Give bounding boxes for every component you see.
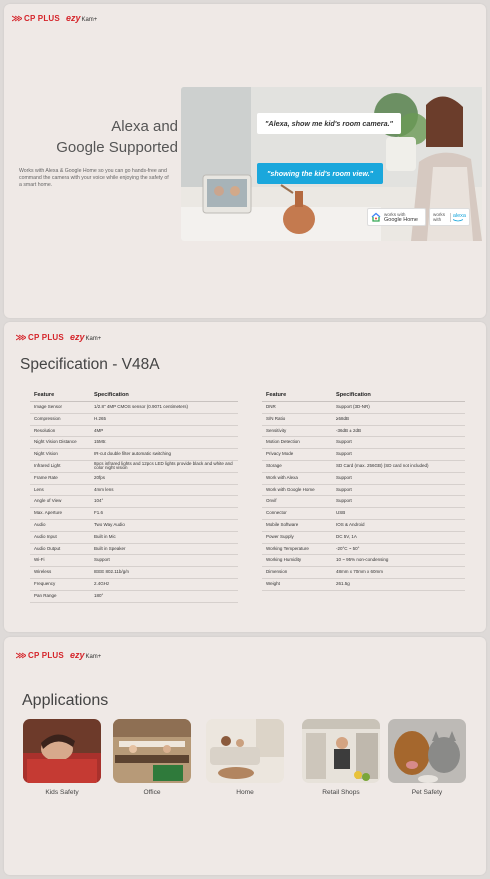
spec-feature-cell: Wi-Fi [30, 555, 90, 567]
cp-plus-text: CP PLUS [24, 13, 60, 23]
google-badge-big-text: Google Home [384, 216, 418, 223]
spec-row [30, 590, 238, 602]
spec-title: Specification - V48A [20, 356, 160, 373]
spec-value-cell: Support [90, 555, 238, 567]
spec-value-cell: -20°C ~ 50° [332, 543, 465, 555]
spec-row [262, 413, 465, 425]
spec-row [262, 425, 465, 437]
spec-feature-cell: Sensitivity [262, 425, 332, 437]
spec-feature-cell: Frame Rate [30, 472, 90, 484]
alexa-badge [429, 208, 470, 226]
spec-value-cell: 180° [90, 590, 238, 602]
cp-plus-text: CP PLUS [28, 650, 64, 660]
spec-feature-cell: Privacy Mode [262, 449, 332, 461]
spec-feature-cell: Dimension [262, 567, 332, 579]
spec-row [262, 460, 465, 472]
spec-value-cell: 1/2.8" 4MP CMOS sensor (0.9071 centimeters) [90, 402, 238, 414]
spec-feature-cell: Connector [262, 508, 332, 520]
spec-row [30, 508, 238, 520]
spec-row [262, 437, 465, 449]
spec-value-cell: H.265 [90, 413, 238, 425]
hero-title [56, 116, 178, 158]
spec-value-cell: DC 5V, 1A [332, 531, 465, 543]
spec-feature-cell: S/N Ratio [262, 413, 332, 425]
application-label: Pet Safety [411, 789, 443, 796]
spec-value-cell: 4MP [90, 425, 238, 437]
spec-row [30, 437, 238, 449]
alexa-smile-icon [453, 219, 463, 222]
application-label: Retail Shops [322, 789, 360, 796]
spec-row [30, 484, 238, 496]
voice-command-bubble: "Alexa, show me kid's room camera." [257, 113, 401, 134]
retail-shops-image [302, 719, 380, 783]
spec-feature-cell: Night Vision [30, 449, 90, 461]
sleeping-child-illustration [23, 719, 101, 783]
spec-feature-cell: Infrared Light [30, 460, 90, 472]
living-room-illustration [206, 719, 284, 783]
ezykam-logo-3 [70, 650, 101, 660]
spec-feature-cell: Lens [30, 484, 90, 496]
pet-safety-image [388, 719, 466, 783]
spec-feature-cell: Mobile Software [262, 519, 332, 531]
google-home-badge [367, 208, 426, 226]
spec-value-cell: Built in Mic [90, 531, 238, 543]
application-office [113, 719, 191, 796]
spec-feature-cell: Work with Alexa [262, 472, 332, 484]
spec-value-cell: 261.5g [332, 578, 465, 590]
spec-value-cell: -36dB ± 2dB [332, 425, 465, 437]
spec-row [30, 496, 238, 508]
spec-row [30, 460, 238, 472]
spec-header-feature: Feature [30, 389, 90, 402]
spec-feature-cell: Angle of View [30, 496, 90, 508]
cp-plus-text: CP PLUS [28, 332, 64, 342]
spec-feature-cell: Frequency [30, 578, 90, 590]
application-pet-safety [388, 719, 466, 796]
ezykam-suffix-text: Kam+ [85, 336, 102, 342]
spec-feature-cell: Compression [30, 413, 90, 425]
ezykam-ezy-text: ezy [69, 650, 85, 660]
spec-value-cell: USB [332, 508, 465, 520]
spec-value-cell: 10 ~ 95% non-condensing [332, 555, 465, 567]
ezykam-suffix-text: Kam+ [81, 17, 98, 23]
cp-plus-mark-icon [12, 15, 22, 22]
cp-plus-mark-icon [16, 652, 26, 659]
kids-safety-image [23, 719, 101, 783]
spec-table-right [262, 389, 465, 591]
spec-row [30, 531, 238, 543]
spec-row [262, 402, 465, 414]
hero-title-line-1: Alexa and [111, 118, 178, 135]
spec-value-cell: 4mm lens [90, 484, 238, 496]
spec-feature-cell: Wireless [30, 567, 90, 579]
office-illustration [113, 719, 191, 783]
spec-value-cell: 15Mtr. [90, 437, 238, 449]
spec-feature-cell: Audio Output [30, 543, 90, 555]
spec-row [262, 519, 465, 531]
spec-row [30, 402, 238, 414]
ezykam-logo-2 [70, 332, 101, 342]
google-badge-small-text: works with [384, 211, 406, 217]
spec-value-cell: Support [332, 437, 465, 449]
spec-row [262, 531, 465, 543]
spec-value-cell: IR-cut double filter automatic switching [90, 449, 238, 461]
spec-feature-cell: Weight [262, 578, 332, 590]
spec-header-feature: Feature [262, 389, 332, 402]
spec-feature-cell: Onvif [262, 496, 332, 508]
spec-value-cell: 48mm x 70mm x 60mm [332, 567, 465, 579]
spec-feature-cell: Max. Aperture [30, 508, 90, 520]
spec-feature-cell: Resolution [30, 425, 90, 437]
spec-row [30, 425, 238, 437]
spec-value-cell: IOS & Android [332, 519, 465, 531]
spec-value-cell: Support [332, 472, 465, 484]
spec-value-cell: 20fps [90, 472, 238, 484]
spec-feature-cell: Motion Detection [262, 437, 332, 449]
spec-row [30, 519, 238, 531]
spec-value-cell: Support [332, 449, 465, 461]
retail-store-illustration [302, 719, 380, 783]
brand-logo-3 [16, 650, 101, 660]
application-retail-shops [302, 719, 380, 796]
spec-row [30, 413, 238, 425]
spec-value-cell: 8pcs infrared lights and 12pcs LED lights provide black and white and color night vision [90, 460, 238, 472]
spec-row [262, 578, 465, 590]
spec-row [262, 496, 465, 508]
spec-feature-cell: Audio [30, 519, 90, 531]
ezykam-logo [66, 13, 97, 23]
voice-response-bubble: "showing the kid's room view." [257, 163, 383, 184]
alexa-badge-small-text: works with [433, 212, 445, 222]
ezykam-ezy-text: ezy [65, 13, 81, 23]
spec-row [262, 484, 465, 496]
spec-value-cell: 104° [90, 496, 238, 508]
cp-plus-mark-icon [16, 334, 26, 341]
applications-title: Applications [22, 692, 109, 709]
spec-value-cell: Support [332, 496, 465, 508]
spec-row [262, 449, 465, 461]
brand-logo [12, 13, 97, 23]
spec-feature-cell: Working Humidity [262, 555, 332, 567]
spec-feature-cell: Audio Input [30, 531, 90, 543]
spec-row [262, 567, 465, 579]
spec-value-cell: SD Card (max. 256GB) (SD card not included) [332, 460, 465, 472]
spec-row [30, 555, 238, 567]
spec-row [30, 472, 238, 484]
application-home [206, 719, 284, 796]
cp-plus-logo [12, 14, 60, 23]
ezykam-ezy-text: ezy [69, 332, 85, 342]
brand-logo-2 [16, 332, 101, 342]
spec-feature-cell: Storage [262, 460, 332, 472]
spec-value-cell: Two Way Audio [90, 519, 238, 531]
spec-row [30, 449, 238, 461]
spec-row [30, 578, 238, 590]
spec-feature-cell: Power Supply [262, 531, 332, 543]
spec-row [30, 567, 238, 579]
dog-and-cat-illustration [388, 719, 466, 783]
hero-description: Works with Alexa & Google Home so you can go hands-free and command the camera with your voice while enjoying the safety of a smart home. [19, 168, 169, 188]
alexa-badge-big-text: alexa [452, 212, 466, 219]
application-label: Office [143, 789, 161, 796]
cp-plus-logo-3 [16, 651, 64, 660]
spec-value-cell: F1.6 [90, 508, 238, 520]
spec-feature-cell: DNR [262, 402, 332, 414]
ezykam-suffix-text: Kam+ [85, 654, 102, 660]
spec-feature-cell: Working Temperature [262, 543, 332, 555]
spec-value-cell: 2.4GHz [90, 578, 238, 590]
application-label: Home [236, 789, 254, 796]
cp-plus-logo-2 [16, 333, 64, 342]
spec-header-specification: Specification [332, 389, 465, 402]
hero-photo [181, 87, 482, 241]
spec-header-specification: Specification [90, 389, 238, 402]
spec-value-cell: IEEE 802.11b/g/n [90, 567, 238, 579]
spec-feature-cell: Night Vision Distance [30, 437, 90, 449]
spec-value-cell: Support (3D-NR) [332, 402, 465, 414]
home-image [206, 719, 284, 783]
spec-row [262, 555, 465, 567]
application-label: Kids Safety [45, 789, 79, 796]
spec-value-cell: Support [332, 484, 465, 496]
spec-row [262, 472, 465, 484]
spec-value-cell: ≥58dB [332, 413, 465, 425]
office-image [113, 719, 191, 783]
spec-row [262, 508, 465, 520]
spec-feature-cell: Image Sensor [30, 402, 90, 414]
hero-title-line-2: Google Supported [56, 139, 178, 156]
spec-table-left [30, 389, 238, 603]
spec-value-cell: Built in Speaker [90, 543, 238, 555]
spec-feature-cell: Pan Range [30, 590, 90, 602]
spec-row [30, 543, 238, 555]
application-kids-safety [23, 719, 101, 796]
spec-feature-cell: Work with Google Home [262, 484, 332, 496]
google-home-icon [371, 212, 381, 222]
spec-row [262, 543, 465, 555]
